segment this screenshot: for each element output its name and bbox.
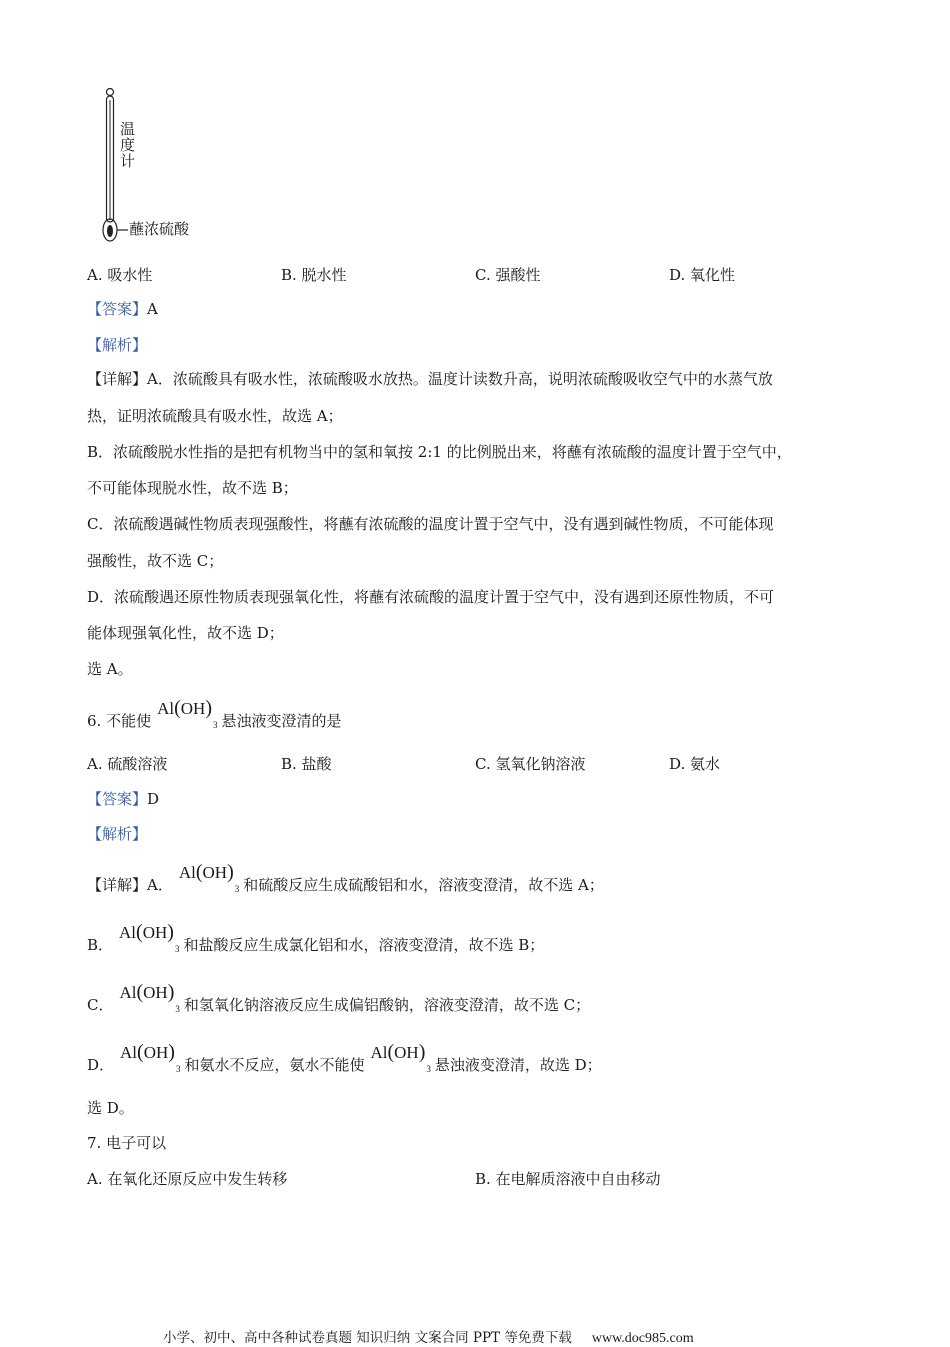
thermometer-label-char: 温 — [120, 120, 136, 138]
formula-aloh3 — [370, 1041, 431, 1074]
formula-text: ( — [136, 921, 143, 943]
q6-detail-b — [87, 921, 545, 954]
q5-detail-line: B．浓硫酸脱水性指的是把有机物当中的氢和氧按 2:1 的比例脱出来，将蘸有浓硫酸的温度计置于空气中， — [87, 443, 792, 461]
q7-option-b: B. 在电解质溶液中自由移动 — [475, 1170, 661, 1188]
q5-detail-line — [87, 372, 773, 387]
q7-stem: 7. 电子可以 — [87, 1134, 167, 1152]
formula-text: OH — [143, 1043, 169, 1062]
formula-subscript: 3 — [174, 944, 180, 954]
analysis-tag: 【解析】 — [87, 825, 148, 843]
q5-detail-line: 不可能体现脱水性，故不选 B； — [87, 479, 298, 497]
bulb-label: 蘸浓硫酸 — [129, 220, 190, 238]
q5-option-c: C. 强酸性 — [475, 266, 541, 284]
q6-option-c: C. 氢氧化钠溶液 — [475, 755, 586, 773]
thermometer-label-char: 计 — [120, 151, 136, 170]
q5-detail-line: D．浓硫酸遇还原性物质表现强氧化性，将蘸有浓硫酸的温度计置于空气中，没有遇到还原性物质，不可 — [87, 588, 775, 606]
formula-aloh3 — [120, 1041, 181, 1074]
detail-text: 悬浊液变澄清，故选 D； — [434, 1056, 602, 1074]
formula-text: Al — [178, 863, 196, 882]
answer-tag: 【答案】 — [87, 790, 148, 808]
formula-text: Al — [157, 699, 175, 718]
formula-text: OH — [180, 699, 206, 718]
q5-option-d: D. 氧化性 — [669, 266, 736, 284]
formula-subscript: 3 — [234, 884, 240, 894]
formula-text: ) — [227, 861, 234, 883]
q6-stem — [87, 697, 342, 730]
formula-text: OH — [143, 983, 168, 1002]
formula-text: ( — [195, 861, 203, 883]
formula-subscript: 3 — [175, 1064, 181, 1074]
q6-answer — [87, 792, 159, 807]
formula-text: ) — [167, 981, 175, 1003]
thermometer-label — [120, 122, 135, 169]
formula-subscript: 3 — [175, 1004, 180, 1014]
formula-text: ( — [137, 1041, 144, 1063]
formula-text: OH — [202, 863, 228, 882]
formula-text: OH — [142, 923, 168, 942]
footer-url[interactable]: www.doc985.com — [591, 1331, 694, 1346]
formula-text: ( — [387, 1041, 395, 1063]
answer-tag: 【答案】 — [87, 300, 148, 318]
formula-text: OH — [394, 1043, 419, 1062]
detail-text: 和氢氧化钠溶液反应生成偏铝酸钠，溶液变澄清，故不选 C； — [183, 996, 591, 1014]
detail-text: 和硫酸反应生成硫酸铝和水，溶液变澄清，故不选 A； — [243, 876, 604, 894]
formula-aloh3 — [119, 921, 180, 954]
q6-option-b: B. 盐酸 — [281, 755, 332, 773]
formula-text: ) — [168, 1041, 175, 1063]
q6-detail-c — [87, 981, 591, 1014]
q6-stem-post: 悬浊液变澄清的是 — [221, 712, 342, 730]
q6-option-a: A. 硫酸溶液 — [87, 755, 168, 773]
detail-text: A．浓硫酸具有吸水性，浓硫酸吸水放热。温度计读数升高，说明浓硫酸吸收空气中的水蒸气放 — [147, 370, 773, 388]
detail-text: 和盐酸反应生成氯化铝和水，溶液变澄清，故不选 B； — [183, 936, 545, 954]
q6-detail-a — [87, 861, 604, 894]
detail-prefix: D． — [87, 1056, 115, 1074]
footer-text: 小学、初中、高中各种试卷真题 知识归纳 文案合同 PPT 等免费下载 — [163, 1330, 572, 1346]
detail-tag: 【详解】 — [87, 370, 148, 388]
formula-subscript: 3 — [426, 1064, 431, 1074]
formula-text: Al — [119, 983, 137, 1002]
q6-option-d: D. 氨水 — [669, 755, 721, 773]
q6-stem-pre: 6. 不能使 — [87, 712, 152, 730]
q5-detail-line: 热，证明浓硫酸具有吸水性，故选 A； — [87, 407, 343, 425]
q5-detail-line: 强酸性，故不选 C； — [87, 552, 224, 570]
detail-prefix: C． — [87, 996, 114, 1014]
detail-prefix: B． — [87, 936, 114, 954]
formula-aloh3 — [119, 981, 180, 1014]
formula-text: Al — [370, 1043, 388, 1062]
q5-detail-line: C．浓硫酸遇碱性物质表现强酸性，将蘸有浓硫酸的温度计置于空气中，没有遇到碱性物质，不可能体现 — [87, 515, 774, 533]
formula-text: ( — [174, 697, 181, 719]
q5-answer — [87, 302, 158, 317]
formula-aloh3 — [157, 697, 218, 730]
formula-text: ) — [167, 921, 174, 943]
q5-analysis-tag — [87, 338, 147, 353]
formula-subscript: 3 — [213, 720, 218, 730]
answer-value: A — [147, 300, 158, 318]
formula-text: Al — [120, 1043, 138, 1062]
formula-text: Al — [119, 923, 137, 942]
q6-analysis-tag — [87, 827, 147, 842]
q6-detail-d — [87, 1041, 602, 1074]
formula-text: ) — [205, 697, 212, 719]
q5-detail-line: 能体现强氧化性，故不选 D； — [87, 624, 284, 642]
detail-tag: 【详解】 — [87, 876, 148, 894]
answer-value: D — [147, 790, 160, 808]
q5-option-a: A. 吸水性 — [87, 266, 153, 284]
q5-conclusion: 选 A。 — [87, 660, 133, 678]
q7-option-a: A. 在氧化还原反应中发生转移 — [87, 1170, 288, 1188]
q5-option-b: B. 脱水性 — [281, 266, 347, 284]
thermometer-label-char: 度 — [120, 135, 136, 154]
formula-text: ) — [418, 1041, 426, 1063]
detail-prefix: A． — [147, 876, 173, 894]
formula-text: ( — [136, 981, 144, 1003]
analysis-tag: 【解析】 — [87, 336, 148, 354]
formula-aloh3 — [178, 861, 240, 894]
detail-text: 和氨水不反应，氨水不能使 — [184, 1056, 365, 1074]
q6-conclusion: 选 D。 — [87, 1099, 134, 1117]
